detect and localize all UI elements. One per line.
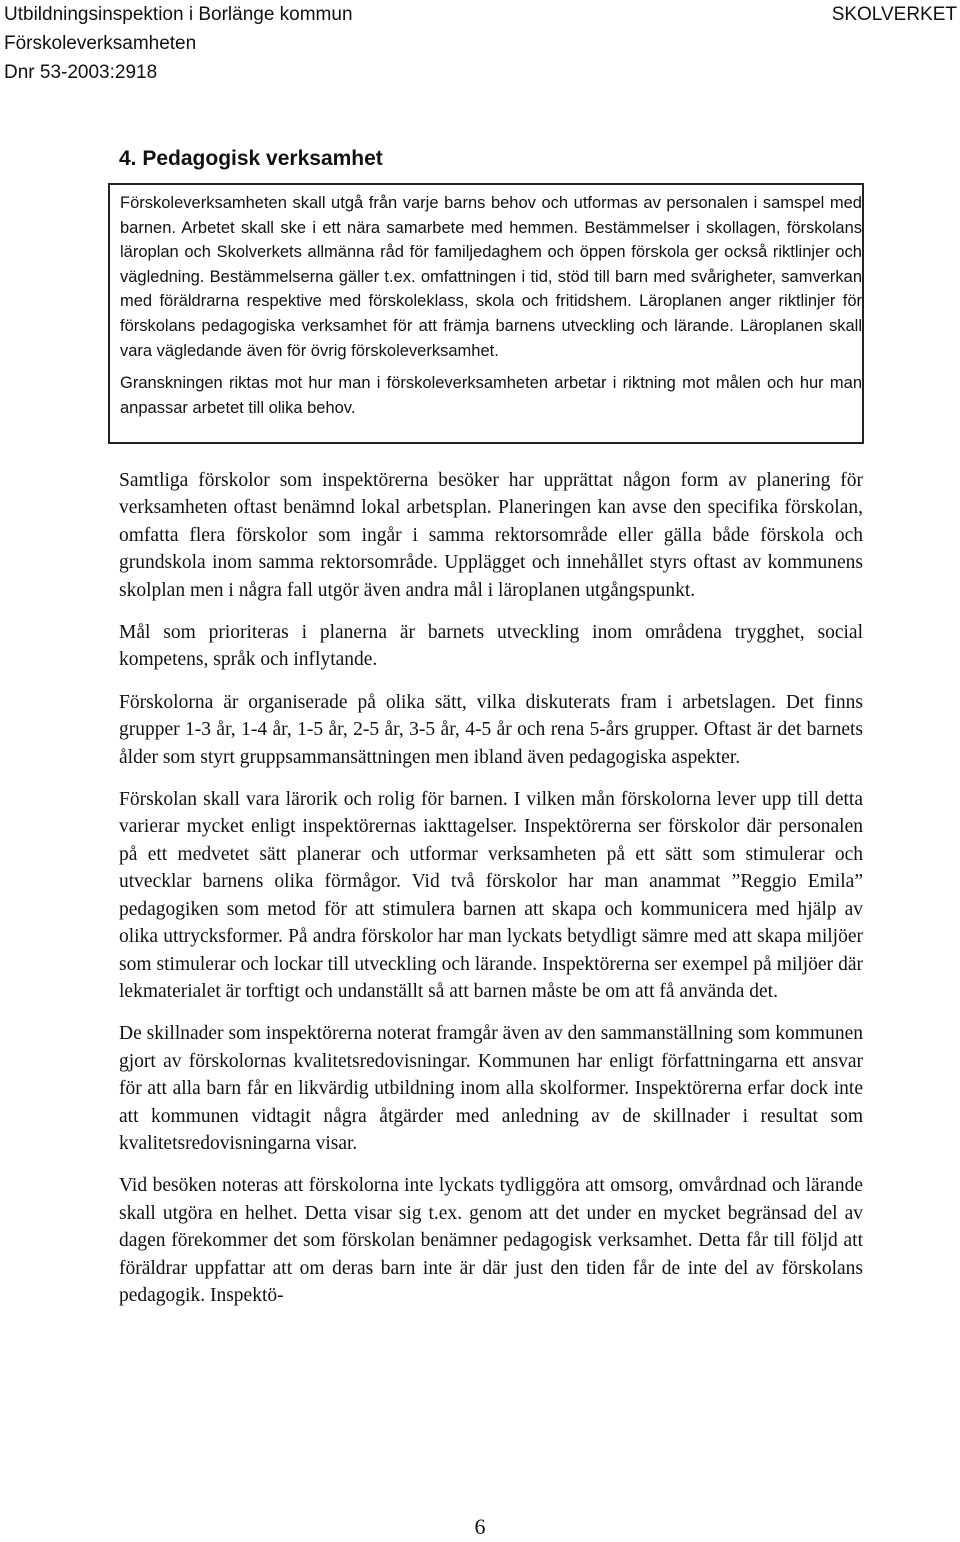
body-paragraph: Förskolan skall vara lärorik och rolig för barnen. I vilken mån förskolorna lever upp till detta varierar mycket enligt inspektörernas iakttagelser. Inspektörerna ser förskolor där personalen på ett medvetet sätt planerar och utformar verksamheten på ett sätt som stimulerar och utvecklar barnens olika förmågor. Vid två förskolor har man anammat ”Reggio Emila” pedagogiken som metod för att stimulera barnen att skapa och kommunicera med hjälp av olika uttrycksformer. På andra förskolor har man lyckats betydligt sämre med att skapa miljöer som stimulerar och lockar till utveckling och lärande. Inspektörerna ser exempel på miljöer där lekmaterialet är torftigt och undanställt så att barnen måste be om att få använda det. bbox=[119, 789, 863, 1002]
body-paragraph: Mål som prioriteras i planerna är barnets utveckling inom områdena trygghet, social kompetens, språk och inflytande. bbox=[119, 622, 863, 671]
header-reference-number: Dnr 53-2003:2918 bbox=[4, 62, 158, 83]
body-paragraph: Samtliga förskolor som inspektörerna besöker har upprättat någon form av planering för verksamheten oftast benämnd lokal arbetsplan. Planeringen kan avse den specifika förskolan, omfatta flera förskolor som ingår i samma rektorsområde eller gälla både förskola och grundskola inom samma rektorsområde. Upplägget och innehållet styrs oftast av kommunens skolplan men i några fall utgör även andra mål i läroplanen utgångspunkt. bbox=[119, 470, 863, 601]
section-title: 4. Pedagogisk verksamhet bbox=[119, 147, 383, 170]
body-text bbox=[119, 467, 863, 1324]
header-agency-name: SKOLVERKET bbox=[831, 4, 957, 25]
info-box-paragraph: Förskoleverksamheten skall utgå från varje barns behov och utformas av personalen i samspel med barnen. Arbetet skall ske i ett nära samarbete med hemmen. Bestämmelser i skollagen, förskolans läroplan och Skolverkets allmänna råd för familjedaghem och öppen förskola ger också riktlinjer och vägledning. Bestämmelserna gäller t.ex. omfattningen i tid, stöd till barn med svårigheter, samverkan med föräldrarna respektive med förskoleklass, skola och fritidshem. Läroplanen anger riktlinjer för förskolans pedagogiska verksamhet för att främja barnens utveckling och lärande. Läroplanen skall vara vägledande även för övrig förskoleverksamhet. bbox=[120, 194, 862, 360]
page-header-left bbox=[4, 0, 353, 87]
header-subtitle: Förskoleverksamheten bbox=[4, 33, 197, 54]
page-number: 6 bbox=[474, 1514, 486, 1539]
header-report-title: Utbildningsinspektion i Borlänge kommun bbox=[4, 4, 353, 25]
body-paragraph: Förskolorna är organiserade på olika sätt, vilka diskuterats fram i arbetslagen. Det finns grupper 1-3 år, 1-4 år, 1-5 år, 2-5 år, 3-5 år, 4-5 år och rena 5-års grupper. Oftast är det barnets ålder som styrt gruppsammansättningen men ibland även pedagogiska aspekter. bbox=[119, 691, 863, 768]
body-paragraph: De skillnader som inspektörerna noterat framgår även av den sammanställning som kommunen gjort av förskolornas kvalitetsredovisningar. Kommunen har enligt författningarna ett ansvar för att alla barn får en likvärdig utbildning inom alla skolformer. Inspektörerna erfar dock inte att kommunen vidtagit några åtgärder med anledning av de skillnader i resultat som kvalitetsredovisningarna visar. bbox=[119, 1023, 863, 1154]
info-box-paragraph: Granskningen riktas mot hur man i förskoleverksamheten arbetar i riktning mot målen och hur man anpassar arbetet till olika behov. bbox=[120, 374, 862, 417]
info-box bbox=[108, 183, 864, 444]
body-paragraph: Vid besöken noteras att förskolorna inte lyckats tydliggöra att omsorg, omvårdnad och lärande skall utgöra en helhet. Detta visar sig t.ex. genom att det under en mycket begränsad del av dagen förekommer det som förskolan benämner pedagogisk verksamhet. Detta får till följd att föräldrar uppfattar att om deras barn inte är där just den tiden får de inte del av förskolans pedagogik. Inspektö- bbox=[119, 1175, 863, 1306]
